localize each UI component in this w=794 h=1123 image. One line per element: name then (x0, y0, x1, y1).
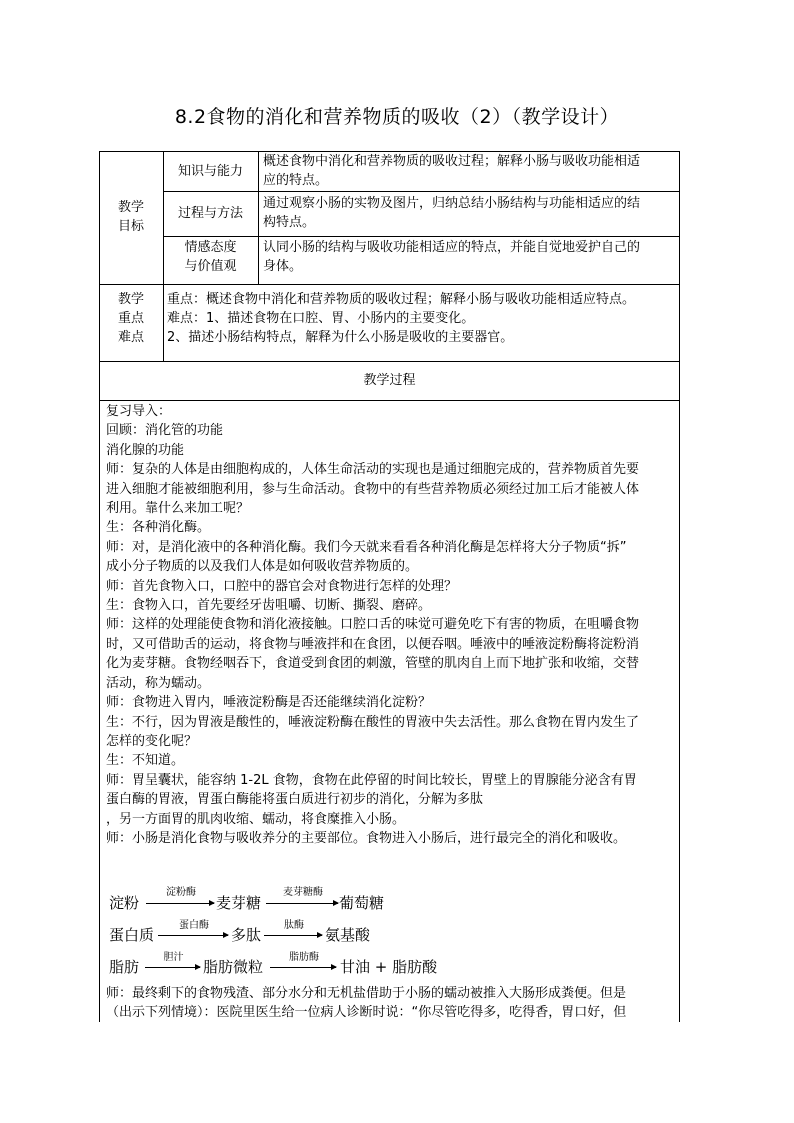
objectives-header: 教学 目标 (117, 200, 144, 234)
row-divider (163, 236, 680, 237)
section-divider (99, 361, 680, 362)
row-divider (163, 191, 680, 192)
enzyme-label: 脂肪酶 (289, 952, 319, 963)
equation-substance: 脂肪 (109, 958, 140, 976)
keypoints-content: 重点：概述食物中消化和营养物质的吸收过程；解释小肠与吸收功能相适应特点。 难点：1、描述食物在口腔、胃、小肠内的主要变化。 2、描述小肠结构特点，解释为什么小肠是吸收的主要器官。 (167, 292, 636, 345)
equation-substance: 淀粉 (109, 894, 140, 912)
section-divider (99, 284, 680, 285)
equation-substance: 蛋白质 (109, 926, 155, 944)
section-divider (99, 400, 680, 401)
reaction-arrow (145, 967, 200, 968)
objectives-divider-2 (258, 151, 259, 284)
reaction-arrow (158, 935, 228, 936)
objective-name: 过程与方法 (177, 206, 243, 221)
reaction-arrow (270, 967, 336, 968)
page-title: 8.2食物的消化和营养物质的吸收（2）（教学设计） (174, 106, 620, 128)
equation-substance: 麦芽糖 (216, 894, 262, 912)
equation-substance: 甘油 + 脂肪酸 (340, 958, 438, 976)
process-text-continued: 师：最终剩下的食物残渣、部分水分和无机盐借助于小肠的蠕动被推入大肠形成粪便。但是 （出示下列情境）：医院里医生给一位病人诊断时说：“你尽管吃得多，吃得香，胃口好，但 (106, 986, 627, 1021)
reaction-arrow (266, 903, 338, 904)
keypoints-header: 教学 重点 难点 (117, 292, 144, 345)
equation-substance: 氨基酸 (325, 926, 371, 944)
equation-substance: 多肽 (231, 926, 262, 944)
enzyme-label: 麦芽糖酶 (283, 887, 323, 898)
objective-name: 知识与能力 (177, 164, 243, 179)
process-text: 复习导入： 回顾：消化管的功能 消化腺的功能 师：复杂的人体是由细胞构成的，人体生命活动的实现也是通过细胞完成的，营养物质首先要 进入细胞才能被细胞利用，参与生命活动。食物中的有些营养物质必须经过加工后才能被人体 利用。靠什么来加工呢？ 生：各种消化酶。 师：对，是消化液中的各种消化酶。我们今天就来看看各种消化酶是怎样将大分子物质“拆” 成小分子物质的以及我们人体是如何吸收营养物质的。 师：首先食物入口，口腔中的器官会对食物进行怎样的处理？ 生：食物入口，首先要经牙齿咀嚼、切断、撕裂、磨碎。 师：这样的处理能使食物和消化液接触。口腔口舌的味觉可避免吃下有害的物质，在咀嚼食物 时，又可借助舌的运动，将食物与唾液拌和在食团，以便吞咽。唾液中的唾液淀粉酶将淀粉消 化为麦芽糖。食物经咽吞下，食道受到食团的刺激，管壁的肌肉自上而下地扩张和收缩，交替 活动，称为蠕动。 师：食物进入胃内，唾液淀粉酶是否还能继续消化淀粉？ 生：不行，因为胃液是酸性的，唾液淀粉酶在酸性的胃液中失去活性。那么食物在胃内发生了 怎样的变化呢？ 生：不知道。 师：胃呈囊状，能容纳 1-2L 食物，食物在此停留的时间比较长，胃壁上的胃腺能分泌含有胃 蛋白酶的胃液，胃蛋白酶能将蛋白质进行初步的消化，分解为多肽 ，另一方面胃的肌肉收缩、蠕动，将食糜推入小肠。 师：小肠是消化食物与吸收养分的主要部位。食物进入小肠后，进行最完全的消化和吸收。 (106, 404, 640, 846)
objective-content: 通过观察小肠的实物及图片，归纳总结小肠结构与功能相适应的结 构特点。 (263, 196, 641, 230)
process-header: 教学过程 (363, 373, 416, 388)
objective-name: 情感态度 与价值观 (184, 240, 237, 274)
equation-substance: 葡萄糖 (339, 894, 385, 912)
enzyme-label: 蛋白酶 (179, 920, 209, 931)
enzyme-label: 肽酶 (284, 920, 304, 931)
keypoints-divider (163, 284, 164, 361)
reaction-arrow (146, 903, 214, 904)
equation-substance: 脂肪微粒 (203, 958, 264, 976)
enzyme-label: 淀粉酶 (166, 887, 196, 898)
objective-content: 认同小肠的结构与吸收功能相适应的特点，并能自觉地爱护自己的 身体。 (263, 240, 641, 274)
objective-content: 概述食物中消化和营养物质的吸收过程；解释小肠与吸收功能相适 应的特点。 (263, 154, 641, 188)
reaction-arrow (264, 935, 322, 936)
enzyme-label: 胆汁 (163, 952, 184, 963)
